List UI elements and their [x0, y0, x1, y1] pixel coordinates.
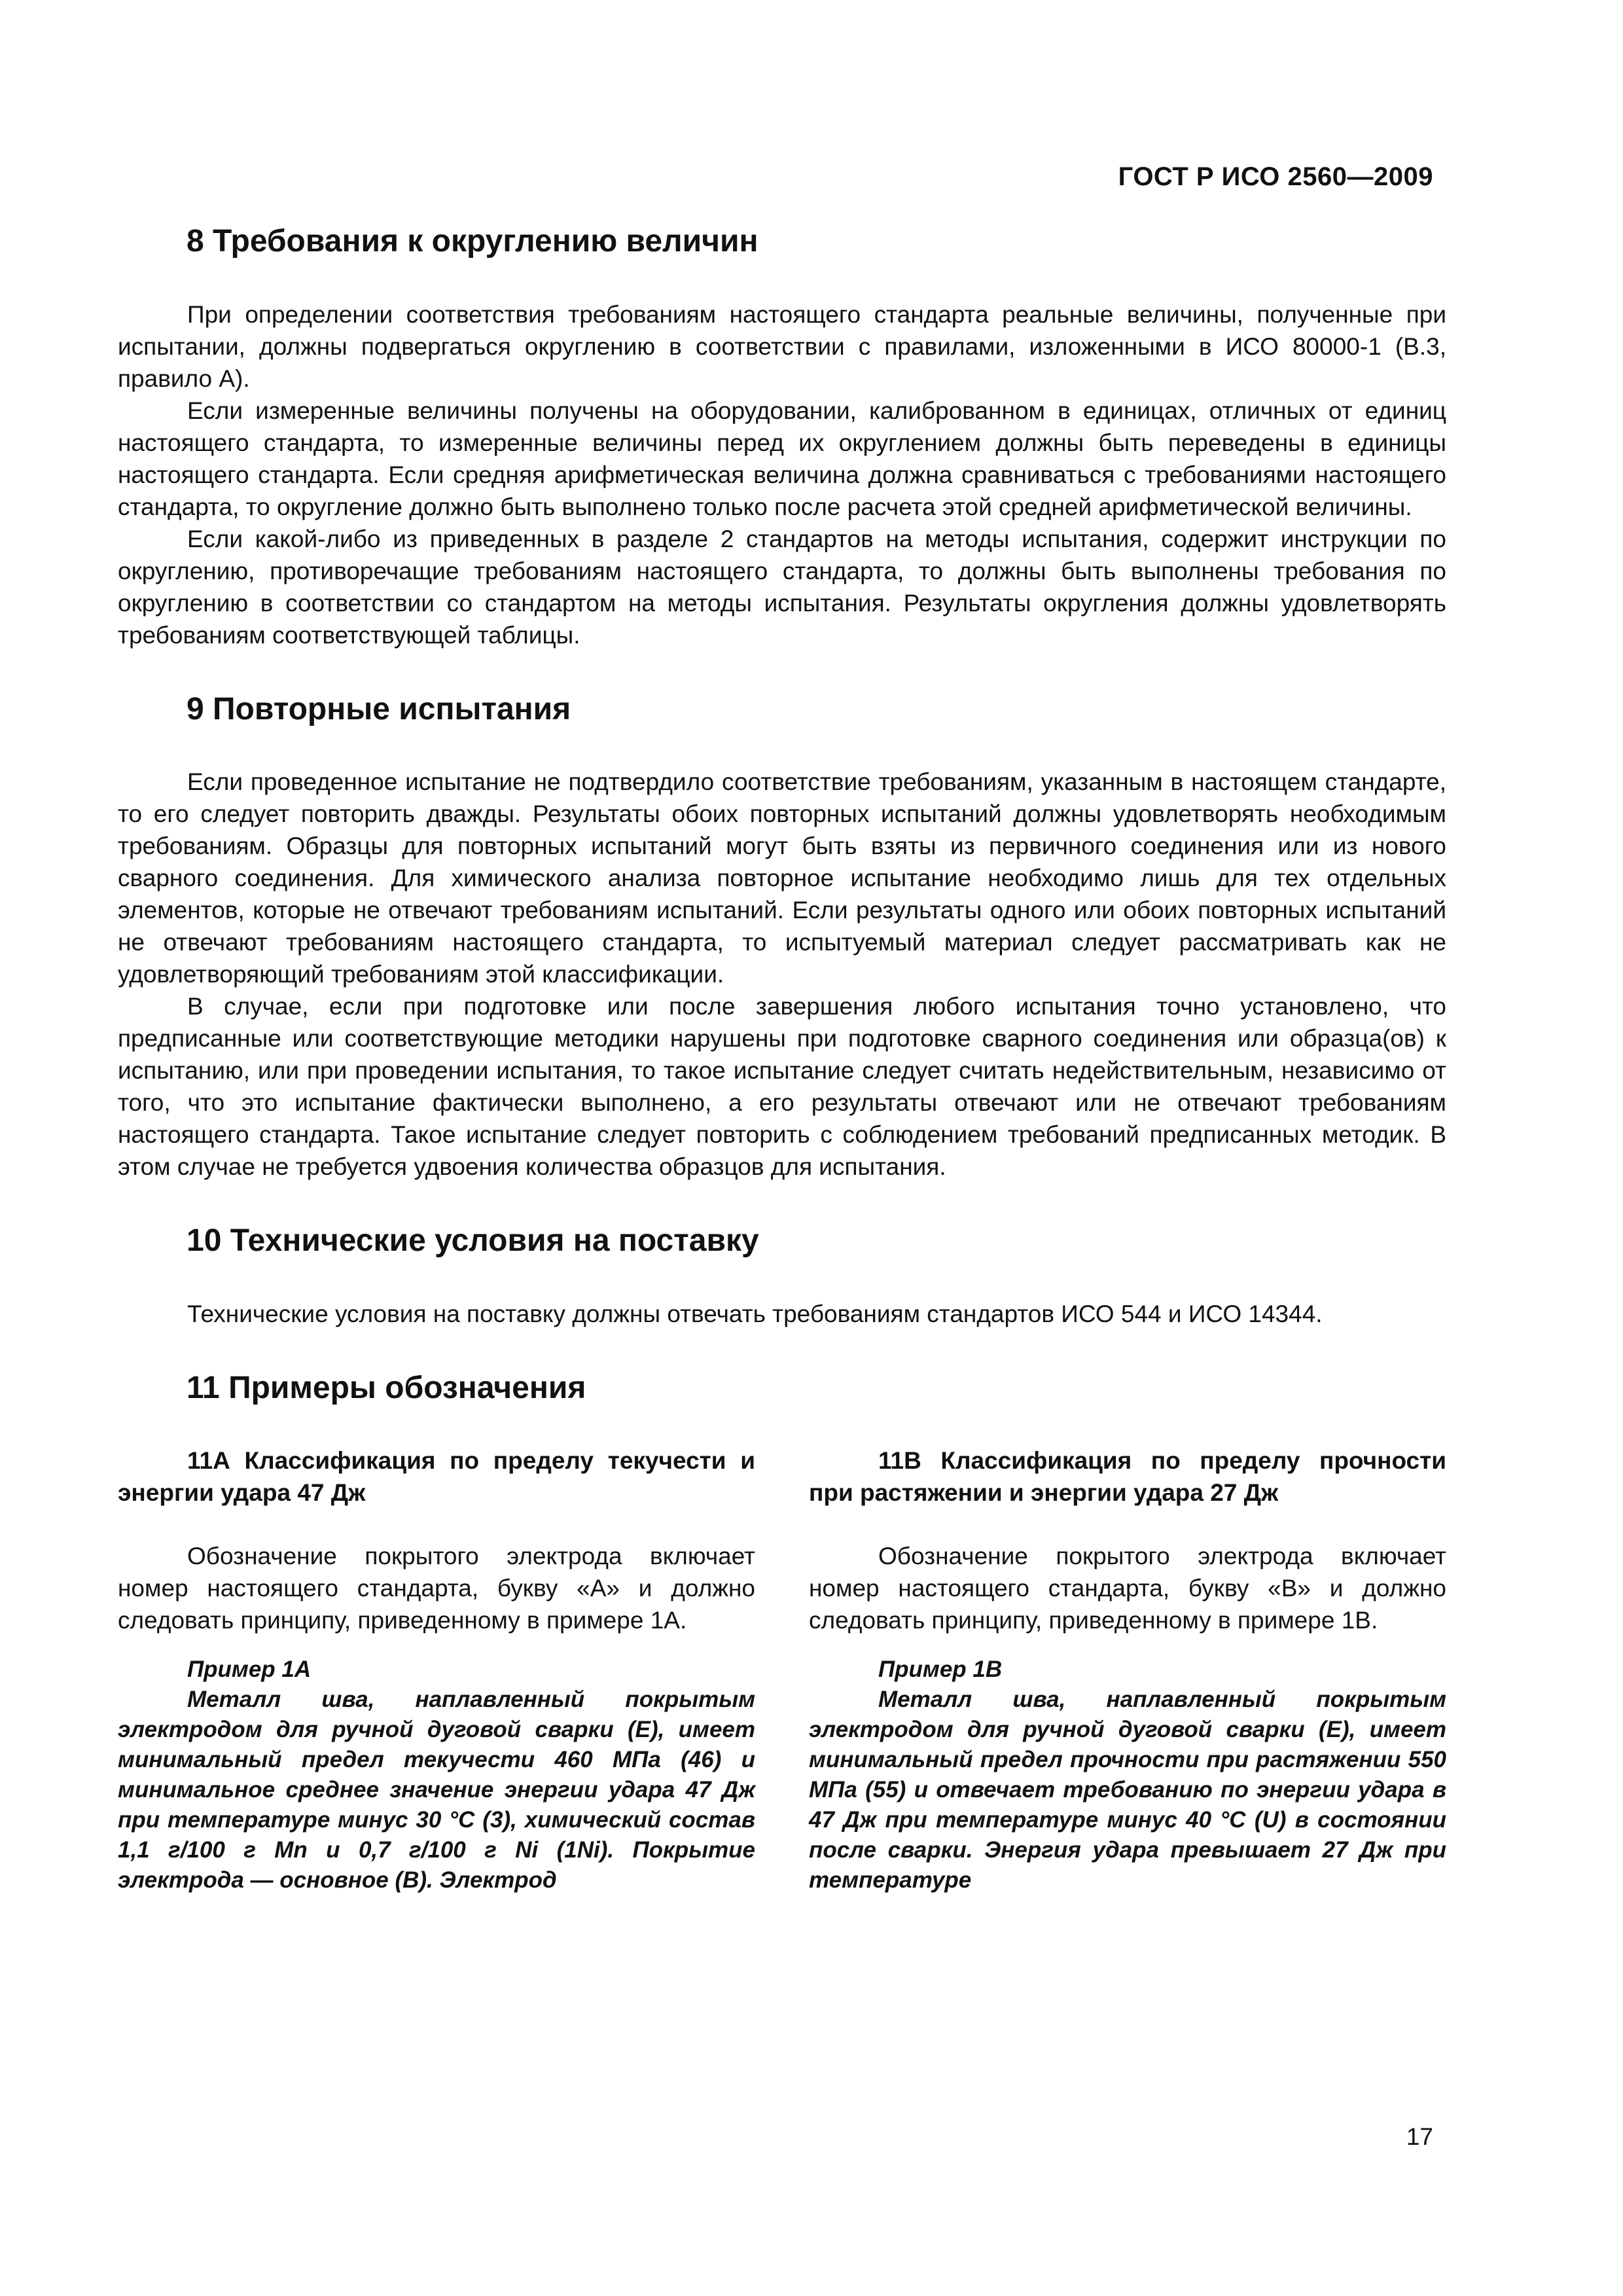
example-1a-title: Пример 1А	[187, 1657, 312, 1683]
column-11a	[118, 1444, 755, 1895]
section-9	[118, 691, 1446, 1183]
section-9-body	[118, 766, 1446, 1183]
subsection-11a-intro: Обозначение покрытого электрода включает номер настоящего стандарта, букву «А» и должно следовать принципу, приведенному в примере 1А.	[118, 1543, 755, 1634]
paragraph: В случае, если при подготовке или после завершения любого испытания точно установлено, что предписанные или соответствующие методики нарушены при подготовке сварного соединения или образца(ов) к испытанию, или при проведении испытания, то такое испытание следует считать недействительным, независимо от того, что это испытание фактически выполнено, а его результаты отвечают или не отвечают требованиям настоящего стандарта. Такое испытание следует повторить с соблюдением требований предписанных методик. В этом случае не требуется удвоения количества образцов для испытания.	[118, 993, 1446, 1181]
subsection-11b-intro: Обозначение покрытого электрода включает номер настоящего стандарта, букву «В» и должно следовать принципу, приведенному в примере 1В.	[809, 1543, 1446, 1634]
section-8-title: 8 Требования к округлению величин	[187, 224, 758, 259]
page-number: 17	[1406, 2123, 1433, 2150]
page-content	[118, 223, 1446, 1935]
section-11-columns	[118, 1444, 1446, 1895]
paragraph: Если измеренные величины получены на оборудовании, калиброванном в единицах, отличных от единиц настоящего стандарта, то измеренные величины перед их округлением должны быть переведены в единицы настоящего стандарта. Если средняя арифметическая величина должна сравниваться с требованиями настоящего стандарта, то округление должно быть выполнено только после расчета этой средней арифметической величины.	[118, 397, 1446, 520]
example-1a-text: Металл шва, наплавленный покрытым электродом для ручной дуговой сварки (Е), имеет минимальный предел текучести 460 МПа (46) и минимальное среднее значение энергии удара 47 Дж при температуре минус 30 °С (3), химический состав 1,1 г/100 г Mn и 0,7 г/100 г Ni (1Ni). Покрытие электрода — основное (В). Электрод	[118, 1687, 755, 1893]
paragraph: Если какой-либо из приведенных в разделе 2 стандартов на методы испытания, содержит инструкции по округлению, противоречащие требованиям настоящего стандарта, то должны быть выполнены требования по округлению в соответствии со стандартом на методы испытания. Результаты округления должны удовлетворять требованиям соответствующей таблицы.	[118, 525, 1446, 649]
section-10	[118, 1222, 1446, 1330]
section-9-title: 9 Повторные испытания	[187, 691, 571, 726]
section-10-title: 10 Технические условия на поставку	[187, 1223, 759, 1259]
section-11	[118, 1369, 1446, 1896]
section-10-body	[118, 1298, 1446, 1330]
example-1b-title: Пример 1В	[878, 1657, 1003, 1683]
subsection-11a-title: 11А Классификация по пределу текучести и энергии удара 47 Дж	[118, 1447, 755, 1507]
subsection-11b-title: 11В Классификация по пределу прочности при растяжении и энергии удара 27 Дж	[809, 1447, 1446, 1507]
section-11-title: 11 Примеры обозначения	[187, 1370, 586, 1405]
section-8	[118, 223, 1446, 651]
column-11b	[809, 1444, 1446, 1895]
section-8-body	[118, 298, 1446, 651]
example-1b-text: Металл шва, наплавленный покрытым электродом для ручной дуговой сварки (Е), имеет минимальный предел прочности при растяжении 550 МПа (55) и отвечает требованию по энергии удара в 47 Дж при температуре минус 40 °С (U) в состоянии после сварки. Энергия удара превышает 27 Дж при температуре	[809, 1687, 1446, 1893]
document-id-header: ГОСТ Р ИСО 2560—2009	[1118, 162, 1433, 191]
paragraph: Если проведенное испытание не подтвердило соответствие требованиям, указанным в настоящем стандарте, то его следует повторить дважды. Результаты обоих повторных испытаний должны удовлетворять необходимым требованиям. Образцы для повторных испытаний могут быть взяты из первичного соединения или из нового сварного соединения. Для химического анализа повторное испытание необходимо лишь для тех отдельных элементов, которые не отвечают требованиям испытаний. Если результаты одного или обоих повторных испытаний не отвечают требованиям настоящего стандарта, то испытуемый материал следует рассматривать как не удовлетворяющий требованиям этой классификации.	[118, 768, 1446, 988]
paragraph: Технические условия на поставку должны отвечать требованиям стандартов ИСО 544 и ИСО 14344.	[187, 1300, 1323, 1327]
paragraph: При определении соответствия требованиям настоящего стандарта реальные величины, полученные при испытании, должны подвергаться округлению в соответствии с правилами, изложенными в ИСО 80000-1 (В.3, правило А).	[118, 300, 1446, 392]
